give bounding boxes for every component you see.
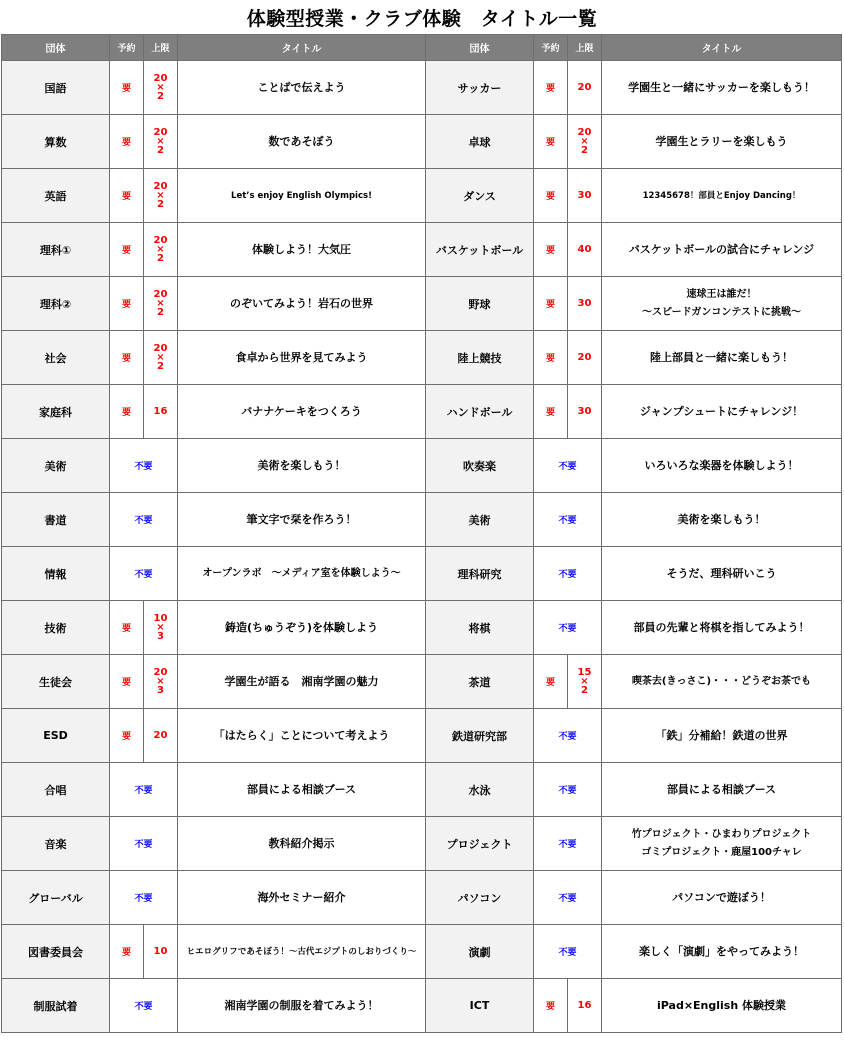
table-row bbox=[2, 61, 842, 115]
group-name: 将棋 bbox=[426, 601, 534, 655]
reservation-status: 要 bbox=[534, 277, 568, 331]
header-reservation: 予約 bbox=[110, 35, 144, 61]
activity-title bbox=[178, 61, 426, 115]
activity-title-line: のぞいてみよう！岩石の世界 bbox=[230, 296, 373, 310]
reservation-status: 要 bbox=[110, 277, 144, 331]
reservation-status: 不要 bbox=[534, 601, 602, 655]
reservation-status: 要 bbox=[534, 223, 568, 277]
activity-title-line: 竹プロジェクト・ひまわりプロジェクト bbox=[631, 828, 812, 840]
table-row bbox=[2, 331, 842, 385]
activity-title bbox=[602, 763, 842, 817]
activity-title bbox=[602, 61, 842, 115]
table-row bbox=[2, 871, 842, 925]
capacity-limit bbox=[144, 115, 178, 169]
reservation-status: 不要 bbox=[110, 817, 178, 871]
group-name: プロジェクト bbox=[426, 817, 534, 871]
group-name: サッカー bbox=[426, 61, 534, 115]
reservation-status: 要 bbox=[110, 61, 144, 115]
activity-title-line: 学園生とラリーを楽しもう bbox=[655, 134, 788, 148]
group-name: 水泳 bbox=[426, 763, 534, 817]
capacity-part: 20 bbox=[153, 127, 168, 138]
capacity-part: 20 bbox=[153, 73, 168, 84]
reservation-status: 要 bbox=[534, 169, 568, 223]
capacity-limit: 20 bbox=[144, 709, 178, 763]
table-row bbox=[2, 223, 842, 277]
activity-title bbox=[178, 979, 426, 1033]
reservation-status: 要 bbox=[110, 655, 144, 709]
capacity-times-sign: × bbox=[156, 352, 165, 363]
table-row bbox=[2, 709, 842, 763]
capacity-part: 2 bbox=[157, 361, 164, 372]
reservation-status: 要 bbox=[534, 331, 568, 385]
activity-title-line: 湘南学園の制服を着てみよう！ bbox=[224, 998, 379, 1012]
activity-title bbox=[602, 277, 842, 331]
reservation-status: 要 bbox=[534, 115, 568, 169]
activity-title-line: ヒエログリフであそぼう！～古代エジプトのしおりづくり～ bbox=[186, 946, 417, 957]
activity-title-line: 学園生が語る 湘南学園の魅力 bbox=[224, 674, 379, 688]
table-row bbox=[2, 169, 842, 223]
group-name: ICT bbox=[426, 979, 534, 1033]
reservation-status: 要 bbox=[110, 601, 144, 655]
capacity-limit bbox=[144, 277, 178, 331]
activity-title-line: いろいろな楽器を体験しよう！ bbox=[644, 458, 799, 472]
group-name: 算数 bbox=[2, 115, 110, 169]
table-row bbox=[2, 115, 842, 169]
activity-title-line: 学園生と一緒にサッカーを楽しもう！ bbox=[628, 80, 815, 94]
activity-title-line: 陸上部員と一緒に楽しもう！ bbox=[650, 350, 793, 364]
table-row bbox=[2, 817, 842, 871]
capacity-part: 20 bbox=[153, 667, 168, 678]
group-name: 鉄道研究部 bbox=[426, 709, 534, 763]
activity-title bbox=[602, 871, 842, 925]
capacity-part: 2 bbox=[157, 145, 164, 156]
group-name: 技術 bbox=[2, 601, 110, 655]
table-row bbox=[2, 925, 842, 979]
activity-title-line: ことばで伝えよう bbox=[257, 80, 346, 94]
group-name: 野球 bbox=[426, 277, 534, 331]
capacity-limit bbox=[144, 601, 178, 655]
activity-title bbox=[178, 709, 426, 763]
group-name: 陸上競技 bbox=[426, 331, 534, 385]
capacity-limit bbox=[144, 655, 178, 709]
reservation-status: 不要 bbox=[534, 709, 602, 763]
capacity-times-sign: × bbox=[156, 136, 165, 147]
reservation-status: 不要 bbox=[110, 979, 178, 1033]
group-name: 国語 bbox=[2, 61, 110, 115]
capacity-part: 20 bbox=[153, 181, 168, 192]
activity-title-line: 鋳造(ちゅうぞう)を体験しよう bbox=[224, 620, 379, 634]
header-group: 団体 bbox=[2, 35, 110, 61]
activity-title bbox=[178, 115, 426, 169]
capacity-part: 2 bbox=[157, 307, 164, 318]
reservation-status: 不要 bbox=[534, 439, 602, 493]
activity-title bbox=[602, 493, 842, 547]
header-title: タイトル bbox=[178, 35, 426, 61]
group-name: 演劇 bbox=[426, 925, 534, 979]
capacity-part: 15 bbox=[577, 667, 592, 678]
group-name: グローバル bbox=[2, 871, 110, 925]
reservation-status: 不要 bbox=[110, 547, 178, 601]
header-group: 団体 bbox=[426, 35, 534, 61]
capacity-part: 2 bbox=[157, 199, 164, 210]
capacity-times-sign: × bbox=[156, 298, 165, 309]
group-name: 理科① bbox=[2, 223, 110, 277]
header-reservation: 予約 bbox=[534, 35, 568, 61]
activity-title bbox=[602, 925, 842, 979]
activity-title bbox=[178, 763, 426, 817]
capacity-part: 10 bbox=[153, 613, 168, 624]
capacity-limit: 16 bbox=[144, 385, 178, 439]
group-name: 情報 bbox=[2, 547, 110, 601]
capacity-limit: 30 bbox=[568, 385, 602, 439]
activity-title bbox=[602, 547, 842, 601]
reservation-status: 不要 bbox=[534, 547, 602, 601]
reservation-status: 不要 bbox=[110, 763, 178, 817]
activity-title bbox=[178, 223, 426, 277]
capacity-times-sign: × bbox=[156, 622, 165, 633]
page-title: 体験型授業・クラブ体験 タイトル一覧 bbox=[246, 8, 598, 30]
capacity-part: 2 bbox=[581, 145, 588, 156]
group-name: 英語 bbox=[2, 169, 110, 223]
reservation-status: 要 bbox=[110, 169, 144, 223]
group-name: 理科研究 bbox=[426, 547, 534, 601]
activity-title-line: 美術を楽しもう！ bbox=[257, 458, 346, 472]
table-row bbox=[2, 385, 842, 439]
table-row bbox=[2, 601, 842, 655]
header-title: タイトル bbox=[602, 35, 842, 61]
capacity-limit bbox=[568, 115, 602, 169]
group-name: 美術 bbox=[426, 493, 534, 547]
activity-title bbox=[602, 331, 842, 385]
capacity-times-sign: × bbox=[156, 244, 165, 255]
capacity-limit: 30 bbox=[568, 277, 602, 331]
reservation-status: 不要 bbox=[110, 439, 178, 493]
header-capacity: 上限 bbox=[144, 35, 178, 61]
activity-title-line: 12345678！部員とEnjoy Dancing！ bbox=[642, 190, 801, 201]
capacity-limit bbox=[144, 331, 178, 385]
activity-title-line: 体験しよう！大気圧 bbox=[252, 242, 351, 256]
capacity-limit: 20 bbox=[568, 331, 602, 385]
capacity-limit: 10 bbox=[144, 925, 178, 979]
activity-title bbox=[602, 979, 842, 1033]
activity-title bbox=[178, 601, 426, 655]
activity-title bbox=[602, 655, 842, 709]
group-name: 生徒会 bbox=[2, 655, 110, 709]
table-row bbox=[2, 439, 842, 493]
activity-title bbox=[178, 385, 426, 439]
table-row bbox=[2, 493, 842, 547]
capacity-part: 2 bbox=[157, 91, 164, 102]
group-name: 図書委員会 bbox=[2, 925, 110, 979]
capacity-limit: 40 bbox=[568, 223, 602, 277]
activity-title-line: バナナケーキをつくろう bbox=[241, 404, 362, 418]
activity-title bbox=[178, 547, 426, 601]
capacity-limit bbox=[144, 61, 178, 115]
capacity-part: 20 bbox=[153, 235, 168, 246]
table-row bbox=[2, 979, 842, 1033]
reservation-status: 要 bbox=[534, 61, 568, 115]
group-name: パソコン bbox=[426, 871, 534, 925]
capacity-times-sign: × bbox=[156, 190, 165, 201]
reservation-status: 不要 bbox=[534, 493, 602, 547]
activity-title-line: ゴミプロジェクト・鹿屋100チャレ bbox=[641, 846, 802, 858]
reservation-status: 要 bbox=[534, 979, 568, 1033]
capacity-part: 3 bbox=[157, 631, 164, 642]
table-row bbox=[2, 763, 842, 817]
reservation-status: 要 bbox=[534, 655, 568, 709]
activity-title bbox=[602, 169, 842, 223]
reservation-status: 要 bbox=[110, 385, 144, 439]
activity-title bbox=[602, 223, 842, 277]
activity-title-line: 教科紹介掲示 bbox=[268, 836, 335, 850]
activity-title-line: iPad×English 体験授業 bbox=[656, 998, 787, 1012]
reservation-status: 不要 bbox=[534, 925, 602, 979]
activity-title-line: 「鉄」分補給！鉄道の世界 bbox=[655, 728, 788, 742]
activity-title-line: 速球王は誰だ！ bbox=[686, 288, 757, 300]
group-name: 卓球 bbox=[426, 115, 534, 169]
activity-title bbox=[602, 385, 842, 439]
group-name: 制服試着 bbox=[2, 979, 110, 1033]
capacity-limit: 30 bbox=[568, 169, 602, 223]
group-name: 社会 bbox=[2, 331, 110, 385]
activity-title-line: そうだ、理科研いこう bbox=[666, 566, 777, 580]
table-row bbox=[2, 547, 842, 601]
capacity-times-sign: × bbox=[580, 676, 589, 687]
reservation-status: 要 bbox=[110, 709, 144, 763]
activity-title-line: ～スピードガンコンテストに挑戦～ bbox=[642, 306, 801, 318]
capacity-limit bbox=[144, 169, 178, 223]
activity-title bbox=[178, 871, 426, 925]
activity-title-line: ジャンプシュートにチャレンジ！ bbox=[639, 404, 804, 418]
group-name: 美術 bbox=[2, 439, 110, 493]
capacity-part: 20 bbox=[577, 127, 592, 138]
activity-title bbox=[178, 331, 426, 385]
activity-title-line: 部員の先輩と将棋を指してみよう！ bbox=[633, 620, 810, 634]
group-name: 書道 bbox=[2, 493, 110, 547]
activity-title bbox=[178, 439, 426, 493]
group-name: バスケットボール bbox=[426, 223, 534, 277]
activity-title bbox=[178, 169, 426, 223]
activity-title bbox=[602, 115, 842, 169]
activity-title bbox=[602, 439, 842, 493]
table-row bbox=[2, 277, 842, 331]
table-row bbox=[2, 655, 842, 709]
group-name: ESD bbox=[2, 709, 110, 763]
capacity-times-sign: × bbox=[156, 676, 165, 687]
group-name: 吹奏楽 bbox=[426, 439, 534, 493]
capacity-part: 2 bbox=[157, 253, 164, 264]
group-name: 音楽 bbox=[2, 817, 110, 871]
reservation-status: 不要 bbox=[534, 817, 602, 871]
group-name: 家庭科 bbox=[2, 385, 110, 439]
activity-title-line: 喫茶去(きっさこ)・・・どうぞお茶でも bbox=[631, 675, 812, 687]
reservation-status: 要 bbox=[110, 925, 144, 979]
capacity-times-sign: × bbox=[580, 136, 589, 147]
activity-title bbox=[602, 817, 842, 871]
capacity-limit: 16 bbox=[568, 979, 602, 1033]
header-row bbox=[2, 35, 842, 61]
group-name: ハンドボール bbox=[426, 385, 534, 439]
header-capacity: 上限 bbox=[568, 35, 602, 61]
reservation-status: 要 bbox=[110, 223, 144, 277]
reservation-status: 要 bbox=[534, 385, 568, 439]
group-name: 茶道 bbox=[426, 655, 534, 709]
activity-title-line: 筆文字で栞を作ろう！ bbox=[246, 512, 357, 526]
activity-title-line: オープンラボ ～メディア室を体験しよう～ bbox=[202, 567, 401, 579]
activity-title-line: パソコンで遊ぼう！ bbox=[672, 890, 771, 904]
activity-title-line: バスケットボールの試合にチャレンジ bbox=[628, 242, 815, 256]
reservation-status: 不要 bbox=[110, 871, 178, 925]
activity-title bbox=[178, 925, 426, 979]
capacity-limit bbox=[568, 655, 602, 709]
capacity-times-sign: × bbox=[156, 82, 165, 93]
activity-title bbox=[178, 817, 426, 871]
activity-title bbox=[178, 655, 426, 709]
reservation-status: 要 bbox=[110, 115, 144, 169]
capacity-part: 3 bbox=[157, 685, 164, 696]
activity-title-line: 海外セミナー紹介 bbox=[257, 890, 346, 904]
capacity-part: 2 bbox=[581, 685, 588, 696]
capacity-limit bbox=[144, 223, 178, 277]
activity-title-line: 食卓から世界を見てみよう bbox=[235, 350, 368, 364]
activity-title-line: 楽しく「演劇」をやってみよう！ bbox=[639, 944, 804, 958]
activity-title-line: 美術を楽しもう！ bbox=[677, 512, 766, 526]
group-name: 理科② bbox=[2, 277, 110, 331]
activity-title-line: 数であそぼう bbox=[268, 134, 335, 148]
capacity-limit: 20 bbox=[568, 61, 602, 115]
capacity-part: 20 bbox=[153, 289, 168, 300]
reservation-status: 不要 bbox=[110, 493, 178, 547]
group-name: ダンス bbox=[426, 169, 534, 223]
activity-title bbox=[178, 493, 426, 547]
reservation-status: 要 bbox=[110, 331, 144, 385]
activity-title-line: 「はたらく」ことについて考えよう bbox=[213, 728, 390, 742]
activity-title bbox=[602, 709, 842, 763]
capacity-part: 20 bbox=[153, 343, 168, 354]
activity-title-line: 部員による相談ブース bbox=[666, 782, 777, 796]
activity-title-line: Let’s enjoy English Olympics! bbox=[231, 190, 372, 201]
activity-title bbox=[178, 277, 426, 331]
activity-title bbox=[602, 601, 842, 655]
reservation-status: 不要 bbox=[534, 871, 602, 925]
activity-title-line: 部員による相談ブース bbox=[246, 782, 357, 796]
title-list-table bbox=[1, 34, 842, 1033]
reservation-status: 不要 bbox=[534, 763, 602, 817]
group-name: 合唱 bbox=[2, 763, 110, 817]
